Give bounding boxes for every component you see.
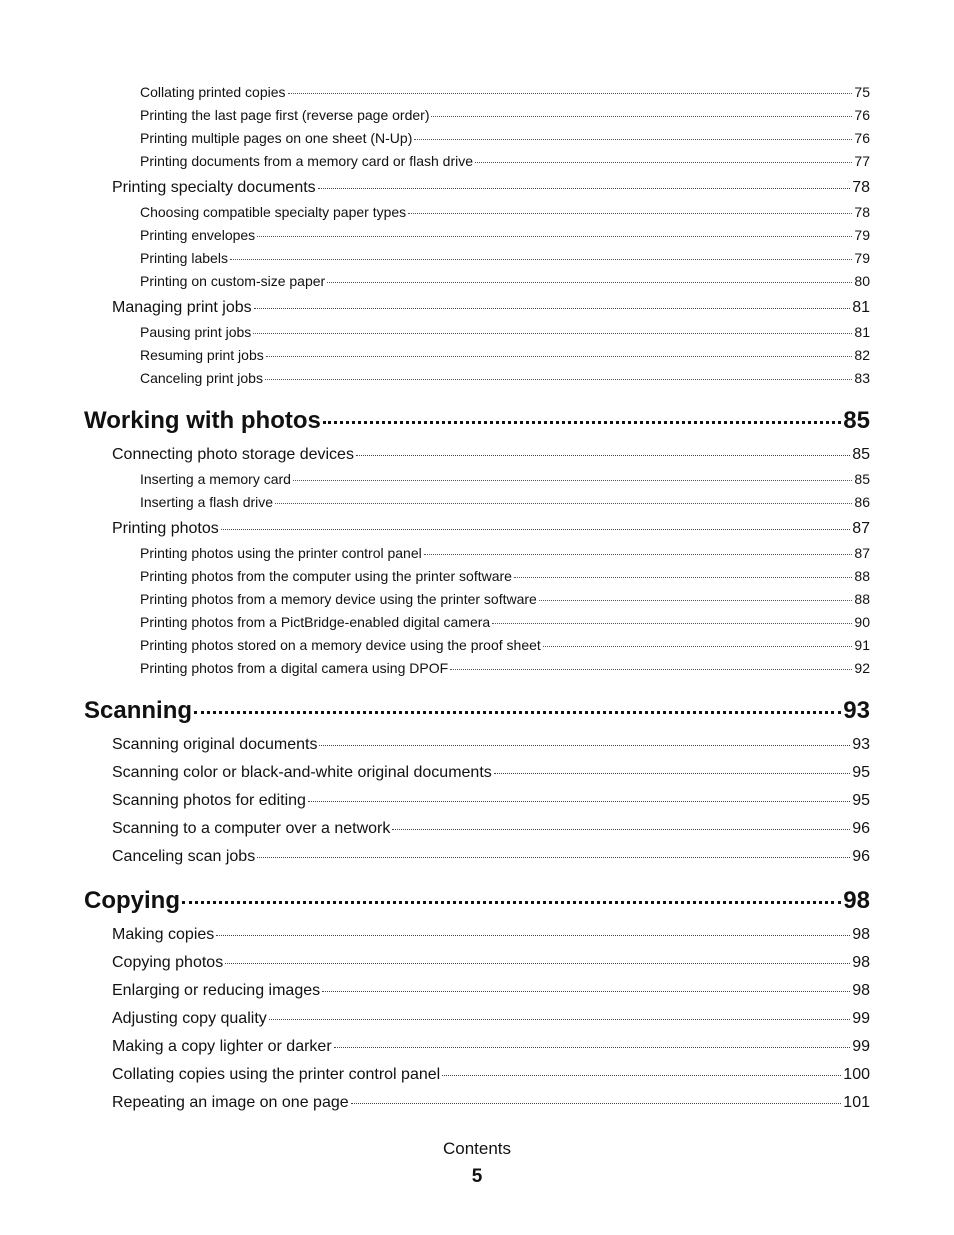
toc-chapter-page-number: 85 [843,407,870,434]
toc-chapter-title: Scanning [84,697,193,724]
toc-section-page-number: 96 [852,820,870,837]
toc-subsection-page-number: 85 [854,471,870,487]
toc-section-entry[interactable] [84,848,870,873]
toc-section-page-number: 98 [852,954,870,971]
toc-subsection-entry[interactable] [84,370,870,393]
toc-chapter-entry[interactable] [84,693,870,733]
toc-subsection-entry[interactable] [84,660,870,683]
toc-subsection-title: Printing documents from a memory card or flash drive [140,153,474,169]
toc-subsection-page-number: 79 [854,227,870,243]
toc-subsection-title: Printing photos from the computer using the printer software [140,568,512,584]
toc-section-entry[interactable] [84,736,870,761]
toc-subsection-title: Printing photos from a PictBridge-enabled digital camera [140,614,491,630]
toc-section-page-number: 85 [852,446,870,463]
toc-subsection-entry[interactable] [84,250,870,273]
toc-section-entry[interactable] [84,1038,870,1063]
toc-section-title: Printing photos [112,520,219,537]
dot-leader [269,1019,850,1020]
toc-subsection-page-number: 83 [854,370,870,386]
dot-leader [494,773,850,774]
toc-section-entry[interactable] [84,299,870,324]
toc-subsection-page-number: 82 [854,347,870,363]
toc-section-page-number: 81 [852,299,870,316]
dot-leader [442,1075,841,1076]
toc-section-title: Scanning photos for editing [112,792,306,809]
dot-leader [266,356,853,357]
toc-section-page-number: 101 [843,1094,870,1111]
dot-leader [275,503,852,504]
toc-section-title: Printing specialty documents [112,179,316,196]
toc-section-title: Scanning color or black-and-white original documents [112,764,492,781]
dot-leader [293,480,852,481]
toc-subsection-title: Printing multiple pages on one sheet (N-Up) [140,130,413,146]
toc-subsection-entry[interactable] [84,568,870,591]
dot-leader [475,162,852,163]
toc-subsection-title: Printing the last page first (reverse page order) [140,107,430,123]
toc-section-title: Canceling scan jobs [112,848,256,865]
toc-section-entry[interactable] [84,1094,870,1119]
dot-leader [253,333,852,334]
toc-subsection-page-number: 80 [854,273,870,289]
dot-leader [225,963,850,964]
dot-leader [414,139,852,140]
toc-section-title: Copying photos [112,954,224,971]
toc-section-entry[interactable] [84,954,870,979]
toc-section-title: Connecting photo storage devices [112,446,354,463]
footer-page-number: 5 [471,1166,483,1187]
toc-section-page-number: 96 [852,848,870,865]
toc-subsection-entry[interactable] [84,347,870,370]
toc-subsection-page-number: 87 [854,545,870,561]
dot-leader [318,188,851,189]
dot-leader [322,991,850,992]
toc-subsection-title: Resuming print jobs [140,347,264,363]
dot-leader [539,600,853,601]
toc-subsection-entry[interactable] [84,471,870,494]
toc-chapter-page-number: 93 [843,697,870,724]
toc-section-title: Making a copy lighter or darker [112,1038,332,1055]
toc-subsection-title: Printing photos using the printer control panel [140,545,422,561]
toc-subsection-page-number: 88 [854,591,870,607]
dot-leader [254,308,851,309]
toc-section-entry[interactable] [84,926,870,951]
toc-subsection-title: Printing photos stored on a memory device using the proof sheet [140,637,541,653]
toc-subsection-entry[interactable] [84,107,870,130]
toc-section-title: Making copies [112,926,215,943]
toc-subsection-entry[interactable] [84,545,870,568]
toc-subsection-page-number: 90 [854,614,870,630]
toc-section-title: Scanning to a computer over a network [112,820,391,837]
toc-subsection-page-number: 88 [854,568,870,584]
toc-chapter-page-number: 98 [843,887,870,914]
toc-section-entry[interactable] [84,1010,870,1035]
toc-subsection-title: Inserting a flash drive [140,494,274,510]
toc-subsection-page-number: 78 [854,204,870,220]
toc-subsection-page-number: 75 [854,84,870,100]
toc-subsection-entry[interactable] [84,227,870,250]
toc-section-entry[interactable] [84,982,870,1007]
toc-subsection-title: Pausing print jobs [140,324,252,340]
toc-subsection-entry[interactable] [84,614,870,637]
toc-subsection-entry[interactable] [84,324,870,347]
dot-leader [408,213,852,214]
toc-subsection-entry[interactable] [84,591,870,614]
dot-leader [323,421,841,424]
toc-subsection-entry[interactable] [84,84,870,107]
toc-section-title: Adjusting copy quality [112,1010,267,1027]
dot-leader [392,829,850,830]
toc-subsection-entry[interactable] [84,130,870,153]
dot-leader [514,577,852,578]
toc-section-entry[interactable] [84,179,870,204]
toc-section-entry[interactable] [84,764,870,789]
toc-chapter-entry[interactable] [84,403,870,443]
toc-subsection-page-number: 77 [854,153,870,169]
dot-leader [216,935,850,936]
toc-section-entry[interactable] [84,820,870,845]
toc-section-page-number: 95 [852,792,870,809]
toc-subsection-page-number: 91 [854,637,870,653]
toc-subsection-title: Printing envelopes [140,227,256,243]
toc-section-page-number: 100 [843,1066,870,1083]
toc-section-page-number: 99 [852,1010,870,1027]
toc-subsection-title: Printing photos from a memory device using the printer software [140,591,537,607]
toc-chapter-title: Working with photos [84,407,321,434]
toc-subsection-page-number: 86 [854,494,870,510]
toc-section-page-number: 99 [852,1038,870,1055]
toc-subsection-entry[interactable] [84,637,870,660]
dot-leader [257,236,852,237]
dot-leader [182,901,841,904]
toc-subsection-entry[interactable] [84,494,870,517]
toc-subsection-page-number: 79 [854,250,870,266]
toc-chapter-title: Copying [84,887,180,914]
dot-leader [327,282,852,283]
toc-section-entry[interactable] [84,520,870,545]
toc-section-page-number: 98 [852,926,870,943]
toc-section-entry[interactable] [84,792,870,817]
dot-leader [431,116,852,117]
dot-leader [230,259,852,260]
dot-leader [288,93,853,94]
toc-section-page-number: 95 [852,764,870,781]
toc-section-title: Managing print jobs [112,299,252,316]
toc-section-entry[interactable] [84,446,870,471]
table-of-contents [84,84,870,1119]
toc-section-page-number: 78 [852,179,870,196]
dot-leader [319,745,850,746]
dot-leader [257,857,850,858]
toc-section-page-number: 87 [852,520,870,537]
toc-chapter-entry[interactable] [84,883,870,923]
toc-subsection-title: Canceling print jobs [140,370,263,386]
toc-subsection-page-number: 76 [854,130,870,146]
toc-subsection-title: Inserting a memory card [140,471,291,487]
toc-subsection-title: Printing labels [140,250,228,266]
toc-section-title: Repeating an image on one page [112,1094,349,1111]
toc-section-title: Scanning original documents [112,736,318,753]
toc-subsection-entry[interactable] [84,204,870,227]
toc-subsection-entry[interactable] [84,273,870,296]
dot-leader [450,669,852,670]
dot-leader [351,1103,842,1104]
toc-subsection-page-number: 81 [854,324,870,340]
footer-section-title: Contents [442,1139,512,1158]
toc-subsection-page-number: 92 [854,660,870,676]
dot-leader [424,554,853,555]
toc-subsection-title: Collating printed copies [140,84,286,100]
dot-leader [334,1047,851,1048]
dot-leader [265,379,852,380]
toc-subsection-title: Choosing compatible specialty paper types [140,204,407,220]
dot-leader [492,623,852,624]
toc-subsection-page-number: 76 [854,107,870,123]
dot-leader [308,801,850,802]
dot-leader [221,529,850,530]
toc-subsection-title: Printing on custom-size paper [140,273,326,289]
toc-section-page-number: 98 [852,982,870,999]
toc-section-title: Enlarging or reducing images [112,982,321,999]
dot-leader [356,455,850,456]
dot-leader [194,711,841,714]
dot-leader [543,646,853,647]
toc-subsection-entry[interactable] [84,153,870,176]
toc-subsection-title: Printing photos from a digital camera using DPOF [140,660,449,676]
toc-section-title: Collating copies using the printer control panel [112,1066,441,1083]
toc-section-page-number: 93 [852,736,870,753]
toc-section-entry[interactable] [84,1066,870,1091]
